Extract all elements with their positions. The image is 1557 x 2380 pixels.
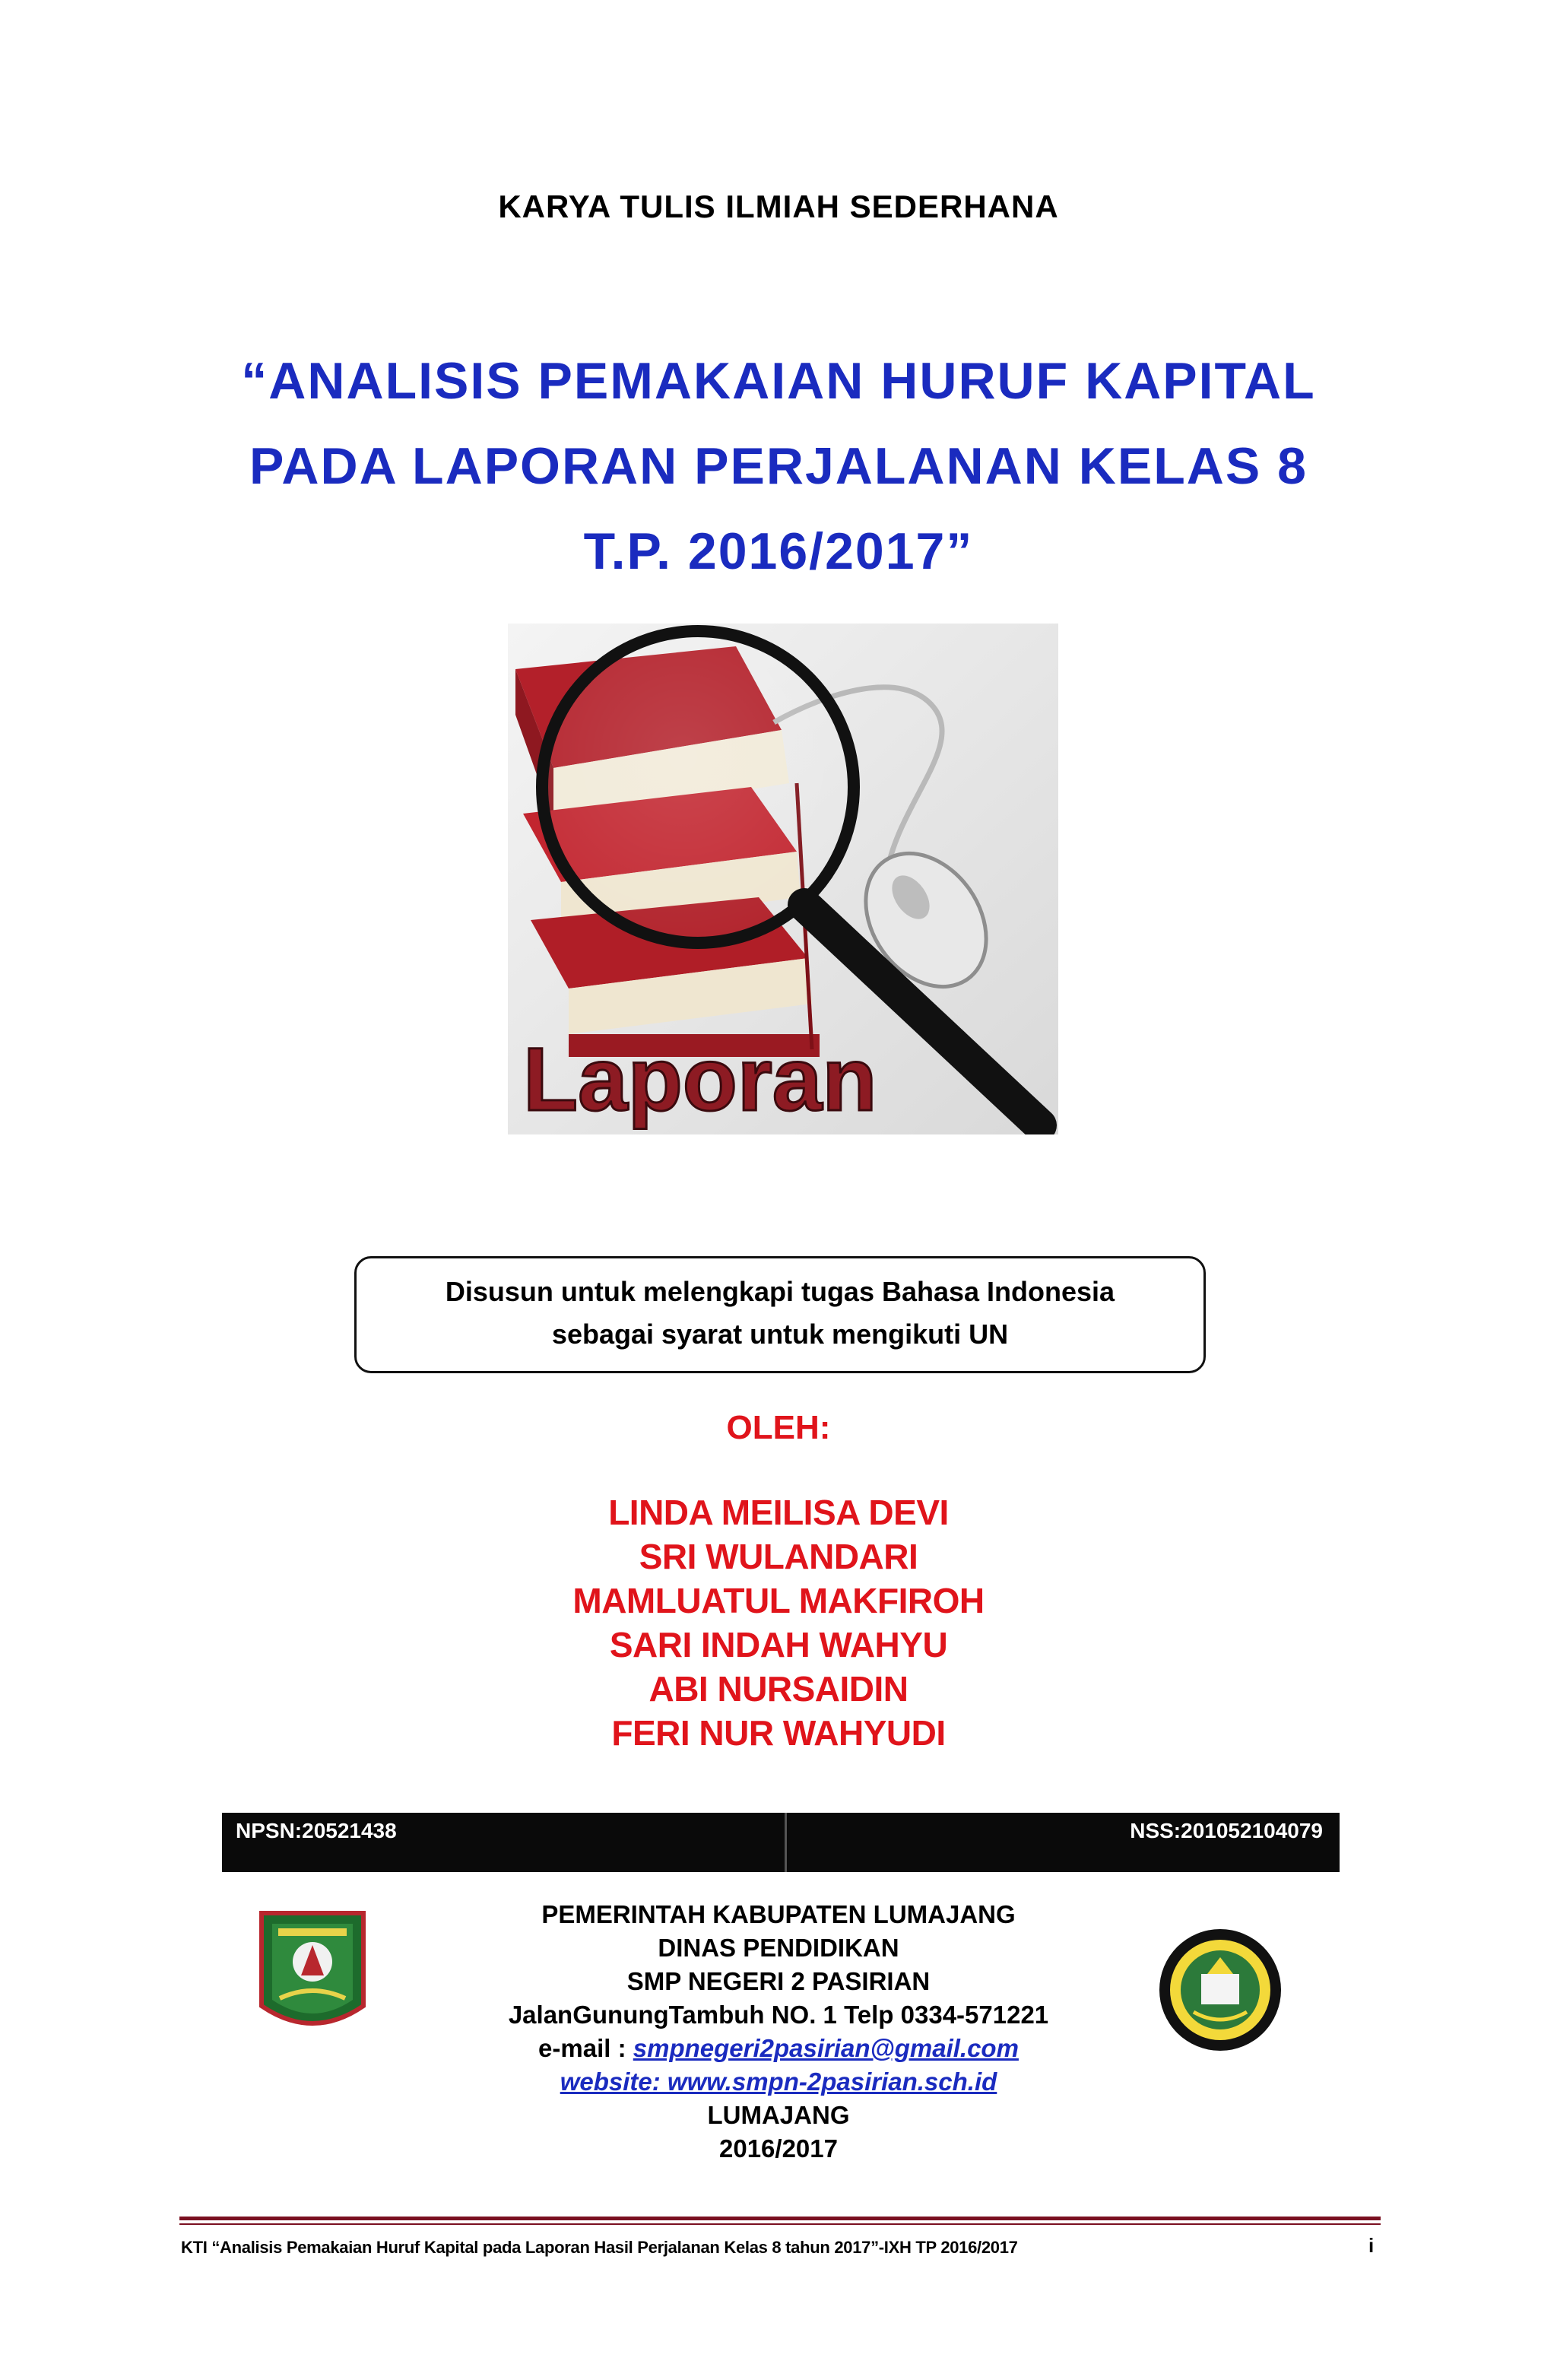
- purpose-line-1: Disusun untuk melengkapi tugas Bahasa Indonesia: [445, 1276, 1115, 1307]
- author-list: [0, 1490, 1557, 1755]
- footer-rule: [179, 2217, 1381, 2220]
- author-name: FERI NUR WAHYUDI: [611, 1713, 946, 1753]
- title-line-2: PADA LAPORAN PERJALANAN KELAS 8: [249, 437, 1308, 495]
- author-name: SARI INDAH WAHYU: [609, 1625, 948, 1664]
- city-name: LUMAJANG: [707, 2101, 850, 2129]
- title-line-3: T.P. 2016/2017”: [583, 522, 974, 580]
- government-name: PEMERINTAH KABUPATEN LUMAJANG: [541, 1900, 1016, 1928]
- author-name: MAMLUATUL MAKFIROH: [572, 1581, 985, 1620]
- purpose-line-2: sebagai syarat untuk mengikuti UN: [551, 1319, 1009, 1350]
- author-name: LINDA MEILISA DEVI: [608, 1493, 949, 1532]
- email-row: [0, 2032, 1557, 2065]
- school-seal-icon: [1157, 1927, 1283, 2053]
- document-title: [0, 338, 1557, 594]
- footer-rule-thin: [179, 2223, 1381, 2225]
- page-number: i: [1368, 2234, 1375, 2257]
- website-link[interactable]: website: www.smpn-2pasirian.sch.id: [560, 2067, 997, 2096]
- cover-word-laporan: Laporan: [523, 1030, 877, 1130]
- document-kind-heading: KARYA TULIS ILMIAH SEDERHANA: [498, 189, 1059, 224]
- nss-number: NSS:201052104079: [1130, 1819, 1323, 1842]
- by-label: OLEH:: [726, 1409, 831, 1446]
- email-label: e-mail :: [538, 2034, 633, 2062]
- institution-block: [0, 1898, 1557, 2166]
- author-name: ABI NURSAIDIN: [648, 1669, 909, 1709]
- id-bar-divider: [785, 1813, 787, 1872]
- department-name: DINAS PENDIDIKAN: [658, 1934, 899, 1962]
- author-name: SRI WULANDARI: [639, 1537, 918, 1576]
- cover-illustration: [508, 624, 1058, 1134]
- school-year: 2016/2017: [719, 2134, 838, 2163]
- title-line-1: “ANALISIS PEMAKAIAN HURUF KAPITAL: [241, 352, 1316, 410]
- school-address: JalanGunungTambuh NO. 1 Telp 0334-571221: [508, 2001, 1049, 2029]
- email-link[interactable]: smpnegeri2pasirian@gmail.com: [633, 2034, 1019, 2062]
- npsn-number: NPSN:20521438: [236, 1819, 397, 1842]
- school-name: SMP NEGERI 2 PASIRIAN: [626, 1967, 931, 1995]
- school-id-bar: [222, 1813, 1340, 1872]
- footer-running-title: KTI “Analisis Pemakaian Huruf Kapital pada Laporan Hasil Perjalanan Kelas 8 tahun 2017”-IXH TP 2016/2017: [181, 2238, 1018, 2257]
- purpose-box: [354, 1256, 1206, 1373]
